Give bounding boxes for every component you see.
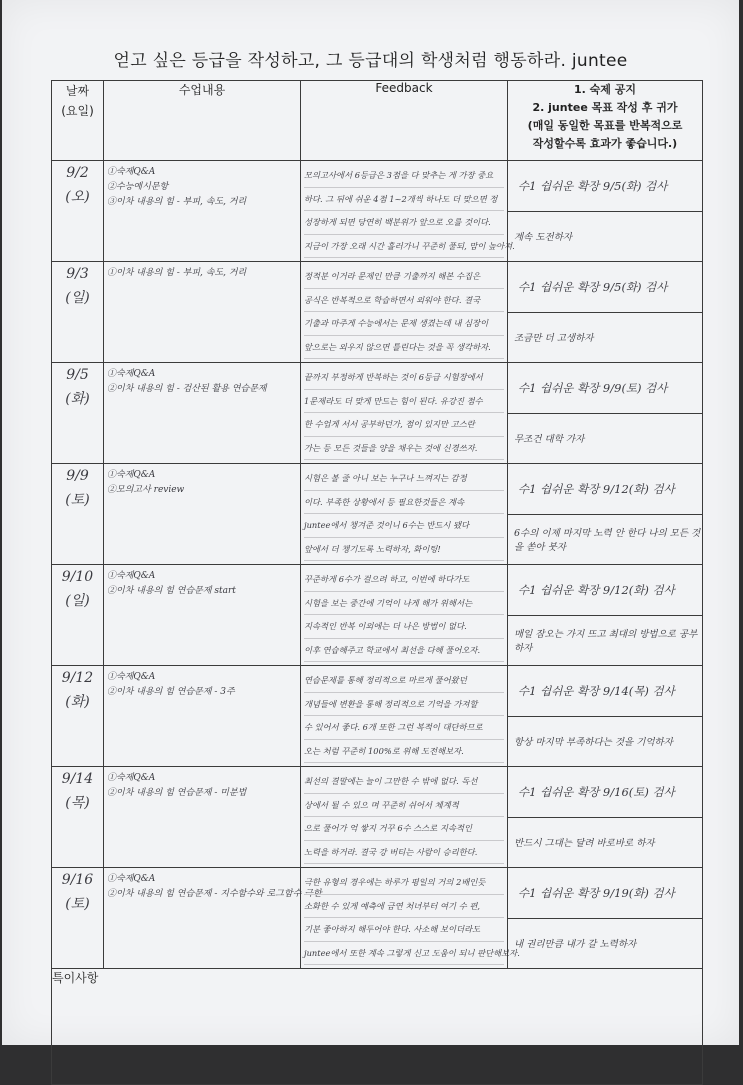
date-cell: [52, 868, 104, 969]
feedback-line: juntee에서 또한 계속 그렇게 신고 도움이 되니 판단해보자.: [304, 942, 504, 966]
feedback-line: 최선의 결말에는 늘이 그만한 수 밖에 없다. 독선: [304, 770, 504, 794]
remarks-row: [52, 969, 703, 1085]
feedback-line: juntee에서 챙겨준 것이니 6수는 반드시 됐다: [304, 514, 504, 538]
table-row: [52, 464, 703, 565]
content-cell: [104, 565, 301, 666]
feedback-line: 수 있어서 좋다. 6개 또한 그런 복적이 대단하므로: [304, 716, 504, 740]
header-content: 수업내용: [104, 81, 301, 161]
feedback-line: 1문제라도 더 맞게 만드는 힘이 된다. 유강진 점수: [304, 390, 504, 414]
feedback-line: 기분 좋아하지 해두어야 한다. 사소해 보이더라도: [304, 918, 504, 942]
remarks-label: 특이사항: [52, 971, 99, 985]
page-title: 얻고 싶은 등급을 작성하고, 그 등급대의 학생처럼 행동하라. juntee: [113, 51, 628, 71]
content-item: ②수능예시문항: [107, 182, 169, 192]
goal-cell: [508, 262, 703, 363]
header-goal: [508, 81, 703, 161]
day-value: (목): [65, 795, 90, 811]
goal-note: 반드시 그대는 달려 바로바로 하자: [514, 838, 655, 850]
content-item: ①숙제Q&A: [107, 672, 156, 682]
feedback-cell: [301, 565, 508, 666]
feedback-line: 기출과 마주게 수능에서는 문제 생겼는데 내 심장이: [304, 312, 504, 336]
content-item: ①숙제Q&A: [107, 167, 156, 177]
feedback-line: 성장하게 되면 당연히 백분위가 앞으로 오를 것이다.: [304, 211, 504, 235]
content-cell: [104, 666, 301, 767]
goal-line-2: 2. juntee 목표 작성 후 귀가: [532, 101, 678, 114]
feedback-line: 가는 등 모든 것들을 양을 채우는 것에 신경쓰자.: [304, 437, 504, 461]
date-cell: [52, 262, 104, 363]
date-value: 9/3: [66, 266, 89, 282]
header-day-label: (요일): [61, 104, 94, 118]
feedback-line: 시험을 보는 중간에 기억이 나게 해가 위해서는: [304, 592, 504, 616]
content-item: ①숙제Q&A: [107, 470, 156, 480]
date-value: 9/12: [61, 670, 94, 686]
table-row: [52, 161, 703, 262]
content-item: ③이차 내용의 힘 - 부피, 속도, 거리: [107, 197, 247, 207]
remarks-cell: [52, 969, 703, 1085]
goal-check: 수1 쉽쉬운 확장 9/12(화) 검사: [508, 565, 702, 616]
goal-check: 수1 쉽쉬운 확장 9/16(토) 검사: [508, 767, 702, 818]
goal-check: 수1 쉽쉬운 확장 9/5(화) 검사: [508, 262, 702, 313]
goal-note: 내 권리만큼 내가 갈 노력하자: [514, 939, 637, 951]
day-value: (화): [65, 391, 90, 407]
goal-cell: [508, 666, 703, 767]
date-value: 9/14: [61, 771, 94, 787]
feedback-line: 극한 유형의 경우에는 하루가 평일의 거의 2배인듯: [304, 871, 504, 895]
feedback-cell: [301, 666, 508, 767]
feedback-line: 지속적인 반복 이외에는 더 나은 방법이 없다.: [304, 615, 504, 639]
content-cell: [104, 464, 301, 565]
day-value: (화): [65, 694, 90, 710]
date-value: 9/10: [61, 569, 94, 585]
goal-line-4: 작성할수록 효과가 좋습니다.): [532, 137, 678, 150]
goal-cell: [508, 161, 703, 262]
date-value: 9/16: [61, 872, 94, 888]
feedback-cell: [301, 767, 508, 868]
content-item: ①숙제Q&A: [107, 369, 156, 379]
content-item: ②이차 내용의 힘 연습문제 - 미분법: [107, 788, 247, 798]
feedback-line: 꾸준하게 6수가 걸으려 하고, 이번에 하다가도: [304, 568, 504, 592]
feedback-line: 앞으로는 외우지 않으면 틀린다는 것을 꼭 생각하자.: [304, 336, 504, 360]
content-cell: [104, 767, 301, 868]
feedback-line: 소화한 수 있게 예측에 금연 처녀부터 여기 수 편,: [304, 895, 504, 919]
date-cell: [52, 666, 104, 767]
content-cell: [104, 363, 301, 464]
goal-cell: [508, 363, 703, 464]
goal-cell: [508, 868, 703, 969]
date-cell: [52, 767, 104, 868]
goal-note: 항상 마지막 부족하다는 것을 기억하자: [514, 737, 673, 749]
feedback-cell: [301, 868, 520, 969]
header-feedback: Feedback: [301, 81, 508, 161]
feedback-line: 으로 풀어가 억 쌓지 거꾸 6수 스스로 지속적인: [304, 817, 504, 841]
feedback-line: 이다. 부족한 상황에서 등 필요한것들은 계속: [304, 491, 504, 515]
goal-note: 조금만 더 고생하자: [514, 333, 594, 345]
study-log-table: [51, 80, 703, 1085]
header-date: [52, 81, 104, 161]
goal-check: 수1 쉽쉬운 확장 9/12(화) 검사: [508, 464, 702, 515]
goal-cell: [508, 565, 703, 666]
feedback-line: 지금이 가장 오래 시간 흘러가니 꾸준히 풀되, 맘이 높아져.: [304, 235, 504, 259]
feedback-line: 상에서 될 수 있으 며 꾸준히 쉬어서 체계적: [304, 794, 504, 818]
content-item: ②이차 내용의 힘 연습문제 - 3주: [107, 687, 235, 697]
table-row: [52, 565, 703, 666]
table-row: [52, 363, 703, 464]
content-item: ②이차 내용의 힘 연습문제 start: [107, 586, 236, 596]
goal-note: 6수의 이제 마지막 노력 안 한다 나의 모든 것을 쏟아 붓자: [514, 528, 701, 554]
feedback-line: 이후 연습해주고 학교에서 최선을 다해 풀어오자.: [304, 639, 504, 663]
day-value: (일): [65, 290, 90, 306]
goal-check: 수1 쉽쉬운 확장 9/5(화) 검사: [508, 161, 702, 212]
feedback-line: 한 수업게 서서 공부하던가, 점이 있지만 고스란: [304, 413, 504, 437]
feedback-line: 공식은 반복적으로 학습하면서 외워야 한다. 결국: [304, 289, 504, 313]
goal-line-3: (매일 동일한 목표를 반복적으로: [527, 119, 683, 132]
feedback-line: 모의고사에서 6등급은 3점을 다 맞추는 게 가장 중요: [304, 164, 504, 188]
feedback-line: 끝까지 부정하게 반복하는 것이 6등급 시험장에서: [304, 366, 504, 390]
day-value: (일): [65, 593, 90, 609]
table-row: [52, 868, 703, 969]
content-cell: [104, 262, 301, 363]
feedback-line: 개념들에 변환을 통해 정리적으로 기억을 가져할: [304, 693, 504, 717]
goal-check: 수1 쉽쉬운 확장 9/9(토) 검사: [508, 363, 702, 414]
feedback-cell: [301, 464, 508, 565]
content-item: ②모의고사 review: [107, 485, 185, 495]
day-value: (토): [65, 492, 90, 508]
date-cell: [52, 363, 104, 464]
date-value: 9/9: [66, 468, 89, 484]
content-cell: [104, 868, 322, 969]
content-cell: [104, 161, 301, 262]
goal-check: 수1 쉽쉬운 확장 9/19(화) 검사: [508, 868, 702, 919]
table-row: [52, 767, 703, 868]
content-item: ①숙제Q&A: [107, 773, 156, 783]
date-value: 9/2: [66, 165, 89, 181]
goal-cell: [508, 767, 703, 868]
feedback-cell: [301, 363, 508, 464]
content-item: ①이차 내용의 힘 - 부피, 속도, 거리: [107, 268, 247, 278]
header-row: [52, 81, 703, 161]
feedback-line: 정적분 이거라 문제인 만큼 기출까지 해본 수집은: [304, 265, 504, 289]
content-item: ①숙제Q&A: [107, 571, 156, 581]
date-cell: [52, 565, 104, 666]
table-row: [52, 666, 703, 767]
feedback-cell: [301, 161, 515, 262]
goal-note: 계속 도전하자: [514, 232, 573, 244]
table-row: [52, 262, 703, 363]
day-value: (토): [65, 896, 90, 912]
content-item: ②이차 내용의 힘 연습문제 - 지수함수와 로그함수 극한: [107, 889, 322, 899]
feedback-cell: [301, 262, 508, 363]
feedback-line: 노력을 하거라. 결국 강 버티는 사람이 승리한다.: [304, 841, 504, 865]
feedback-line: 하다. 그 뒤에 쉬운 4점 1~2개씩 하나도 더 맞으면 정: [304, 188, 504, 212]
content-item: ②이차 내용의 힘 - 검산된 활용 연습문제: [107, 384, 267, 394]
goal-check: 수1 쉽쉬운 확장 9/14(목) 검사: [508, 666, 702, 717]
date-cell: [52, 161, 104, 262]
goal-cell: [508, 464, 703, 565]
day-value: (오): [65, 189, 90, 205]
feedback-line: 연습문제를 통해 정리적으로 마르게 풀어왔던: [304, 669, 504, 693]
header-date-label: 날짜: [65, 84, 90, 98]
goal-line-1: 1. 숙제 공지: [574, 83, 636, 96]
goal-note: 무조건 대학 가자: [514, 434, 585, 446]
content-item: ①숙제Q&A: [107, 874, 156, 884]
date-value: 9/5: [66, 367, 89, 383]
goal-note: 매일 잠오는 가지 뜨고 최대의 방법으로 공부하자: [514, 629, 698, 655]
feedback-line: 시험은 볼 줄 아니 보는 누구나 느껴지는 감정: [304, 467, 504, 491]
feedback-line: 앞에서 더 챙기도록 노력하자, 화이팅!: [304, 538, 504, 562]
feedback-line: 오는 처럼 꾸준히 100%로 위해 도전해보자.: [304, 740, 504, 764]
worksheet-paper: [2, 0, 739, 1045]
date-cell: [52, 464, 104, 565]
